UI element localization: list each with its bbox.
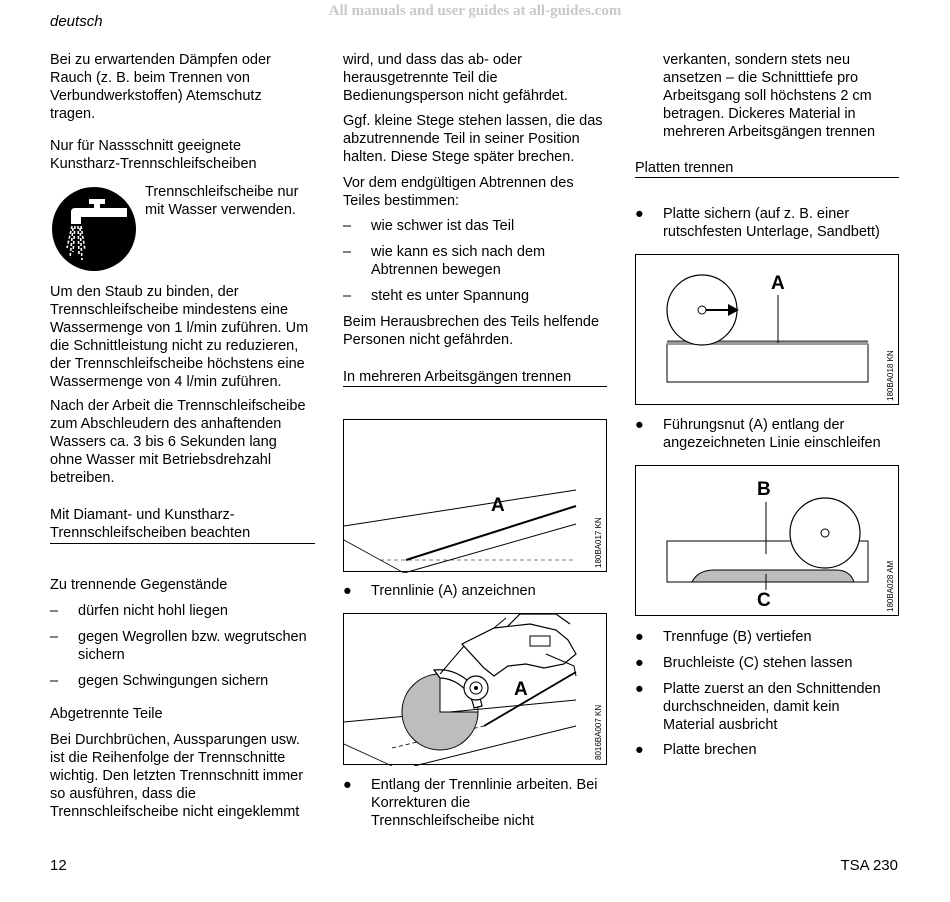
col1-paragraph-water-flow: Um den Staub zu binden, der Trennschleifscheibe mindestens eine Wassermenge von 1 l/min zuführen. Um die Schnittleistung nicht zu reduzieren, der Trennschleifscheibe höchstens eine Wassermenge von 4 l/min zuführen.: [50, 284, 309, 390]
wet-use-text: Trennschleifscheibe nur mit Wasser verwenden.: [145, 184, 299, 218]
list-item: ● Platte sichern (auf z. B. einer rutschfesten Unterlage, Sandbett): [635, 206, 880, 240]
list-item: ● Platte zuerst an den Schnittenden durchschneiden, damit kein Material ausbricht: [635, 681, 881, 733]
heading-rule: [343, 386, 607, 387]
watermark: All manuals and user guides at all-guides.com: [328, 3, 622, 19]
heading-rule: [635, 177, 899, 178]
page-number: 12: [50, 857, 67, 874]
col1-paragraph-respirator: Bei zu erwartenden Dämpfen oder Rauch (z. B. beim Trennen von Verbundwerkstoffen) Atemschutz tragen.: [50, 52, 271, 122]
figure-code: 180BA018 KN: [886, 350, 895, 401]
list-item: – wie kann es sich nach dem Abtrennen bewegen: [343, 244, 546, 278]
figure-label-a: A: [514, 679, 528, 700]
col1-paragraph-openings: Bei Durchbrüchen, Aussparungen usw. ist die Reihenfolge der Trennschnitte wichtig. Den letzten Trennschnitt immer so ausführen, dass die Trennschleifscheibe nicht eingeklemmt: [50, 732, 304, 820]
figure-code: 180BA017 KN: [594, 517, 603, 568]
list-item: ● Führungsnut (A) entlang der angezeichneten Linie einschleifen: [635, 417, 881, 451]
heading-rule: [50, 543, 315, 544]
figure-label-a: A: [491, 495, 505, 516]
col2-paragraph-continue: wird, und dass das ab- oder herausgetrennte Teil die Bedienungsperson nicht gefährdet.: [343, 52, 568, 104]
col2-paragraph-webs: Ggf. kleine Stege stehen lassen, die das abzutrennende Teil in seiner Position halten. Diese Stege später brechen.: [343, 113, 603, 165]
figure-guide-groove: [635, 254, 899, 405]
figure-code: 8016BA007 KN: [594, 704, 603, 760]
figure-label-a: A: [771, 273, 785, 294]
col2-paragraph-helpers: Beim Herausbrechen des Teils helfende Personen nicht gefährden.: [343, 314, 600, 348]
heading-diamond-resin: Mit Diamant- und Kunstharz- Trennschleifscheiben beachten: [50, 507, 251, 541]
list-item: ● Entlang der Trennlinie arbeiten. Bei Korrekturen die Trennschleifscheibe nicht: [343, 777, 598, 829]
col2-paragraph-determine: Vor dem endgültigen Abtrennen des Teiles bestimmen:: [343, 175, 574, 209]
figure-cutting: [343, 613, 607, 765]
col3-paragraph-continue: verkanten, sondern stets neu ansetzen – die Schnitttiefe pro Arbeitsgang soll höchstens 2 cm betragen. Dickeres Material in mehreren Arbeitsgängen trennen: [663, 52, 876, 140]
heading-cutting-plates: Platten trennen: [635, 160, 734, 176]
figure-label-b: B: [757, 479, 771, 500]
heading-wet-cut-only: Nur für Nassschnitt geeignete Kunstharz-Trennschleifscheiben: [50, 138, 257, 172]
col1-paragraph-after-work: Nach der Arbeit die Trennschleifscheibe zum Abschleudern des anhaftenden Wassers ca. 3 bis 6 Sekunden lang ohne Wasser mit Betriebsdrehzahl betreiben.: [50, 398, 306, 486]
figure-mark-line: [343, 419, 607, 572]
heading-multiple-passes: In mehreren Arbeitsgängen trennen: [343, 369, 572, 385]
heading-separated-parts: Abgetrennte Teile: [50, 706, 163, 722]
model-name: TSA 230: [840, 857, 898, 874]
heading-objects: Zu trennende Gegenstände: [50, 577, 228, 593]
figure-code: 180BA028 AM: [886, 560, 895, 612]
list-item: – gegen Wegrollen bzw. wegrutschen sichern: [50, 629, 307, 663]
water-tap-icon: [51, 186, 137, 272]
figure-breaking-strip: [635, 465, 899, 616]
figure-label-c: C: [757, 590, 771, 611]
language-label: deutsch: [50, 13, 103, 30]
